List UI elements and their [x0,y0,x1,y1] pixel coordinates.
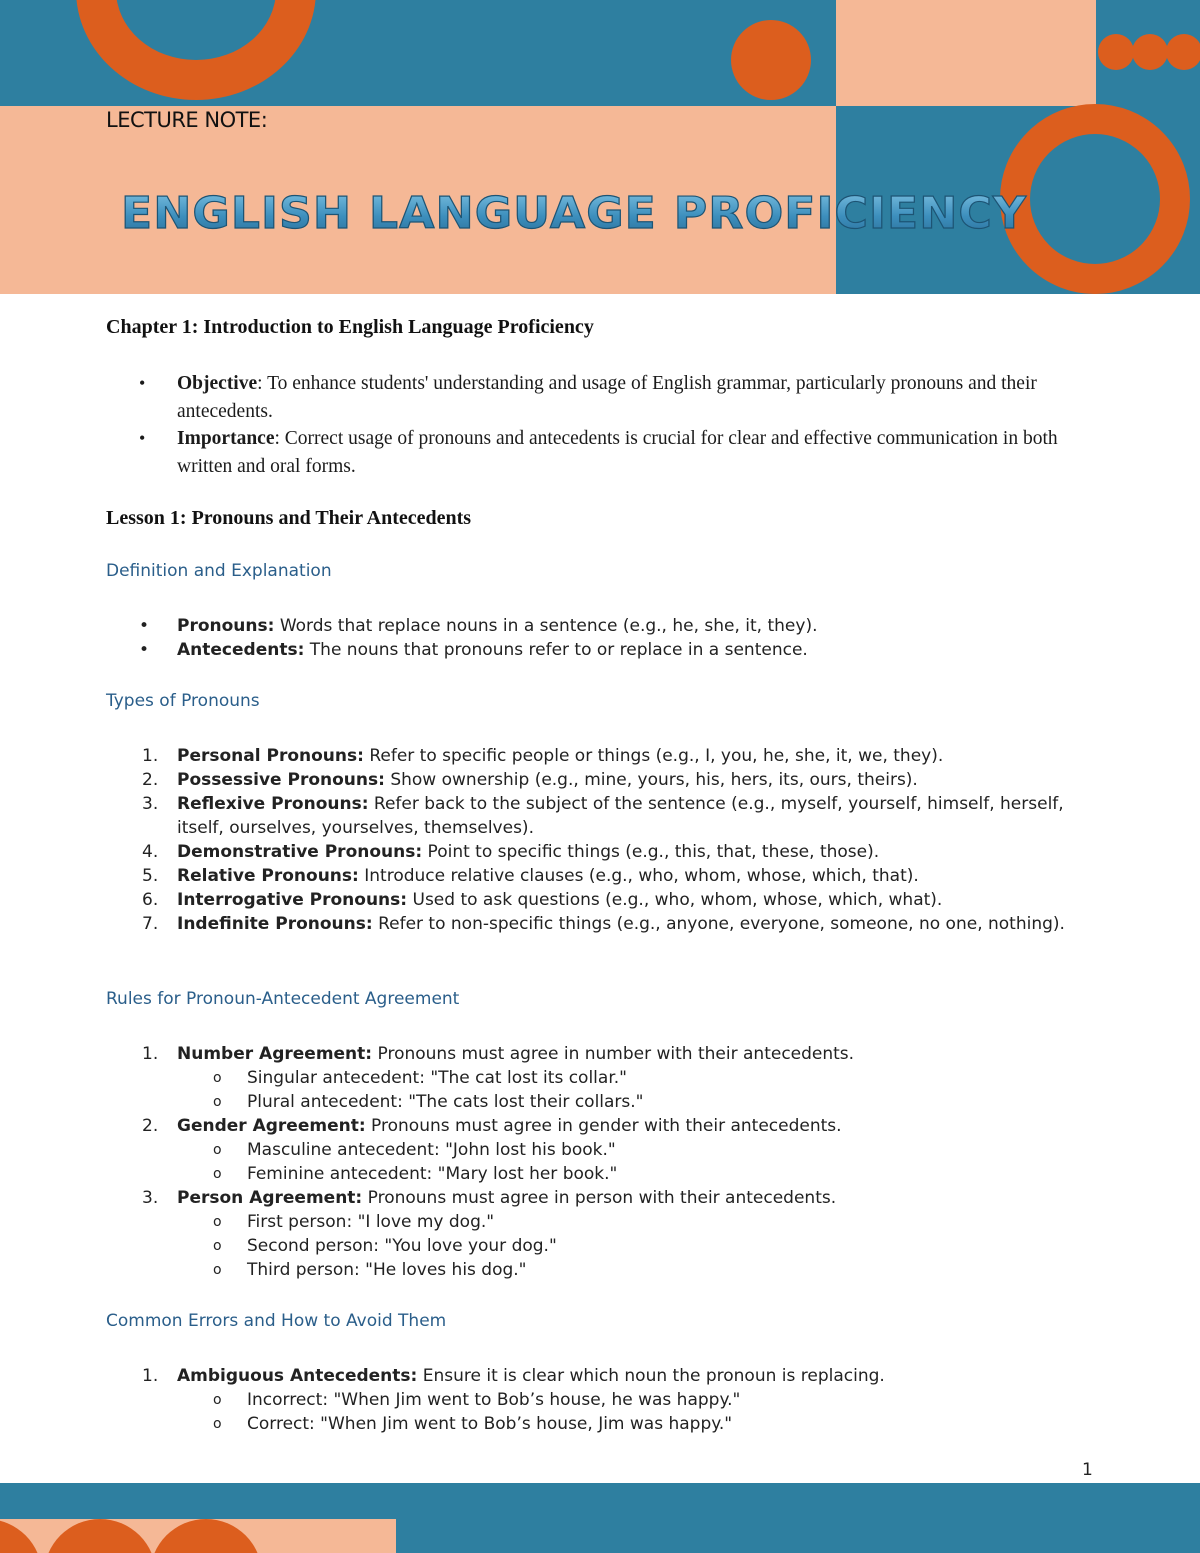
item-number: 1. [142,1044,159,1064]
item-number: 2. [142,1116,159,1136]
list-item [106,1114,1066,1186]
item-text: Pronouns must agree in number with their antecedents. [372,1044,855,1064]
example-item: o First person: "I love my dog." [177,1210,1066,1234]
item-text: Introduce relative clauses (e.g., who, whom, whose, which, that). [358,866,919,886]
main-title [0,170,1200,250]
list-item [106,912,1066,936]
item-term: Indefinite Pronouns: [177,914,373,934]
lesson-title: Lesson 1: Pronouns and Their Antecedents [106,507,472,529]
errors-list [106,1364,1066,1436]
small-dot-2 [1132,34,1168,70]
list-item [106,1186,1066,1282]
item-term: Number Agreement: [177,1044,373,1064]
list-item [106,614,1066,638]
example-item: o Second person: "You love your dog." [177,1234,1066,1258]
header-banner [0,0,1200,294]
list-item [106,792,1066,840]
orange-dot [731,20,811,100]
item-term: Antecedents: [177,640,305,660]
item-term: Relative Pronouns: [177,866,359,886]
item-number: 6. [142,890,159,910]
item-text: Pronouns must agree in person with their antecedents. [362,1188,837,1208]
item-text: Words that replace nouns in a sentence (e.g., he, she, it, they). [274,616,818,636]
item-text: Refer back to the subject of the sentence (e.g., myself, yourself, himself, herself, itself, ourselves, yourselves, themselves). [177,794,1064,838]
main-title-text: ENGLISH LANGUAGE PROFICIENCY [121,188,1028,239]
importance-term: Importance [177,428,275,449]
small-dot-1 [1098,34,1134,70]
small-dot-3 [1166,34,1200,70]
errors-heading: Common Errors and How to Avoid Them [106,1311,447,1331]
item-text: Used to ask questions (e.g., who, whom, whose, which, what). [407,890,943,910]
example-item: o Feminine antecedent: "Mary lost her book." [177,1162,1066,1186]
list-item [106,425,1066,480]
definition-list [106,614,1066,662]
item-number: 3. [142,1188,159,1208]
types-heading: Types of Pronouns [106,691,260,711]
example-item: o Correct: "When Jim went to Bob’s house, Jim was happy." [177,1412,1066,1436]
item-term: Person Agreement: [177,1188,363,1208]
item-number: 4. [142,842,159,862]
item-text: Refer to specific people or things (e.g., I, you, he, she, it, we, they). [363,746,944,766]
item-term: Personal Pronouns: [177,746,364,766]
example-item: o Incorrect: "When Jim went to Bob’s house, he was happy." [177,1388,1066,1412]
item-number: 3. [142,794,159,814]
item-text: Refer to non-specific things (e.g., anyone, everyone, someone, no one, nothing). [372,914,1065,934]
list-item [106,1042,1066,1114]
chapter-title: Chapter 1: Introduction to English Language Proficiency [106,316,594,338]
objective-term: Objective [177,373,258,394]
list-item [106,888,1066,912]
lecture-note-label: LECTURE NOTE: [106,108,268,132]
list-item [106,744,1066,768]
item-term: Ambiguous Antecedents: [177,1366,418,1386]
item-text: Ensure it is clear which noun the pronoun is replacing. [417,1366,885,1386]
item-text: Show ownership (e.g., mine, yours, his, hers, its, ours, theirs). [384,770,918,790]
item-term: Pronouns: [177,616,275,636]
importance-text: : Correct usage of pronouns and antecedents is crucial for clear and effective communication in both written and oral forms. [177,428,1058,477]
list-item [106,768,1066,792]
item-text: Pronouns must agree in gender with their antecedents. [365,1116,842,1136]
example-item: o Third person: "He loves his dog." [177,1258,1066,1282]
item-term: Possessive Pronouns: [177,770,385,790]
item-text: The nouns that pronouns refer to or replace in a sentence. [304,640,808,660]
rules-list [106,1042,1066,1282]
example-list [177,1388,1066,1436]
item-term: Reflexive Pronouns: [177,794,369,814]
example-list [177,1210,1066,1282]
item-number: 1. [142,746,159,766]
list-item [106,370,1066,425]
list-item [106,840,1066,864]
objective-text: : To enhance students' understanding and usage of English grammar, particularly pronouns and their antecedents. [177,373,1037,422]
item-term: Gender Agreement: [177,1116,366,1136]
example-item: o Singular antecedent: "The cat lost its collar." [177,1066,1066,1090]
example-item: o Plural antecedent: "The cats lost their collars." [177,1090,1066,1114]
definition-heading: Definition and Explanation [106,561,332,581]
types-list [106,744,1066,936]
item-term: Demonstrative Pronouns: [177,842,423,862]
page-number: 1 [1082,1460,1093,1480]
list-item [106,1364,1066,1436]
item-number: 7. [142,914,159,934]
list-item [106,864,1066,888]
rules-heading: Rules for Pronoun-Antecedent Agreement [106,989,460,1009]
item-number: 5. [142,866,159,886]
list-item [106,638,1066,662]
item-term: Interrogative Pronouns: [177,890,408,910]
item-number: 1. [142,1366,159,1386]
item-text: Point to specific things (e.g., this, that, these, those). [422,842,880,862]
example-list [177,1066,1066,1114]
example-list [177,1138,1066,1186]
example-item: o Masculine antecedent: "John lost his book." [177,1138,1066,1162]
peach-top-right-block [836,0,1096,106]
chapter-bullets [106,370,1066,480]
item-number: 2. [142,770,159,790]
footer-banner [0,1483,1200,1553]
